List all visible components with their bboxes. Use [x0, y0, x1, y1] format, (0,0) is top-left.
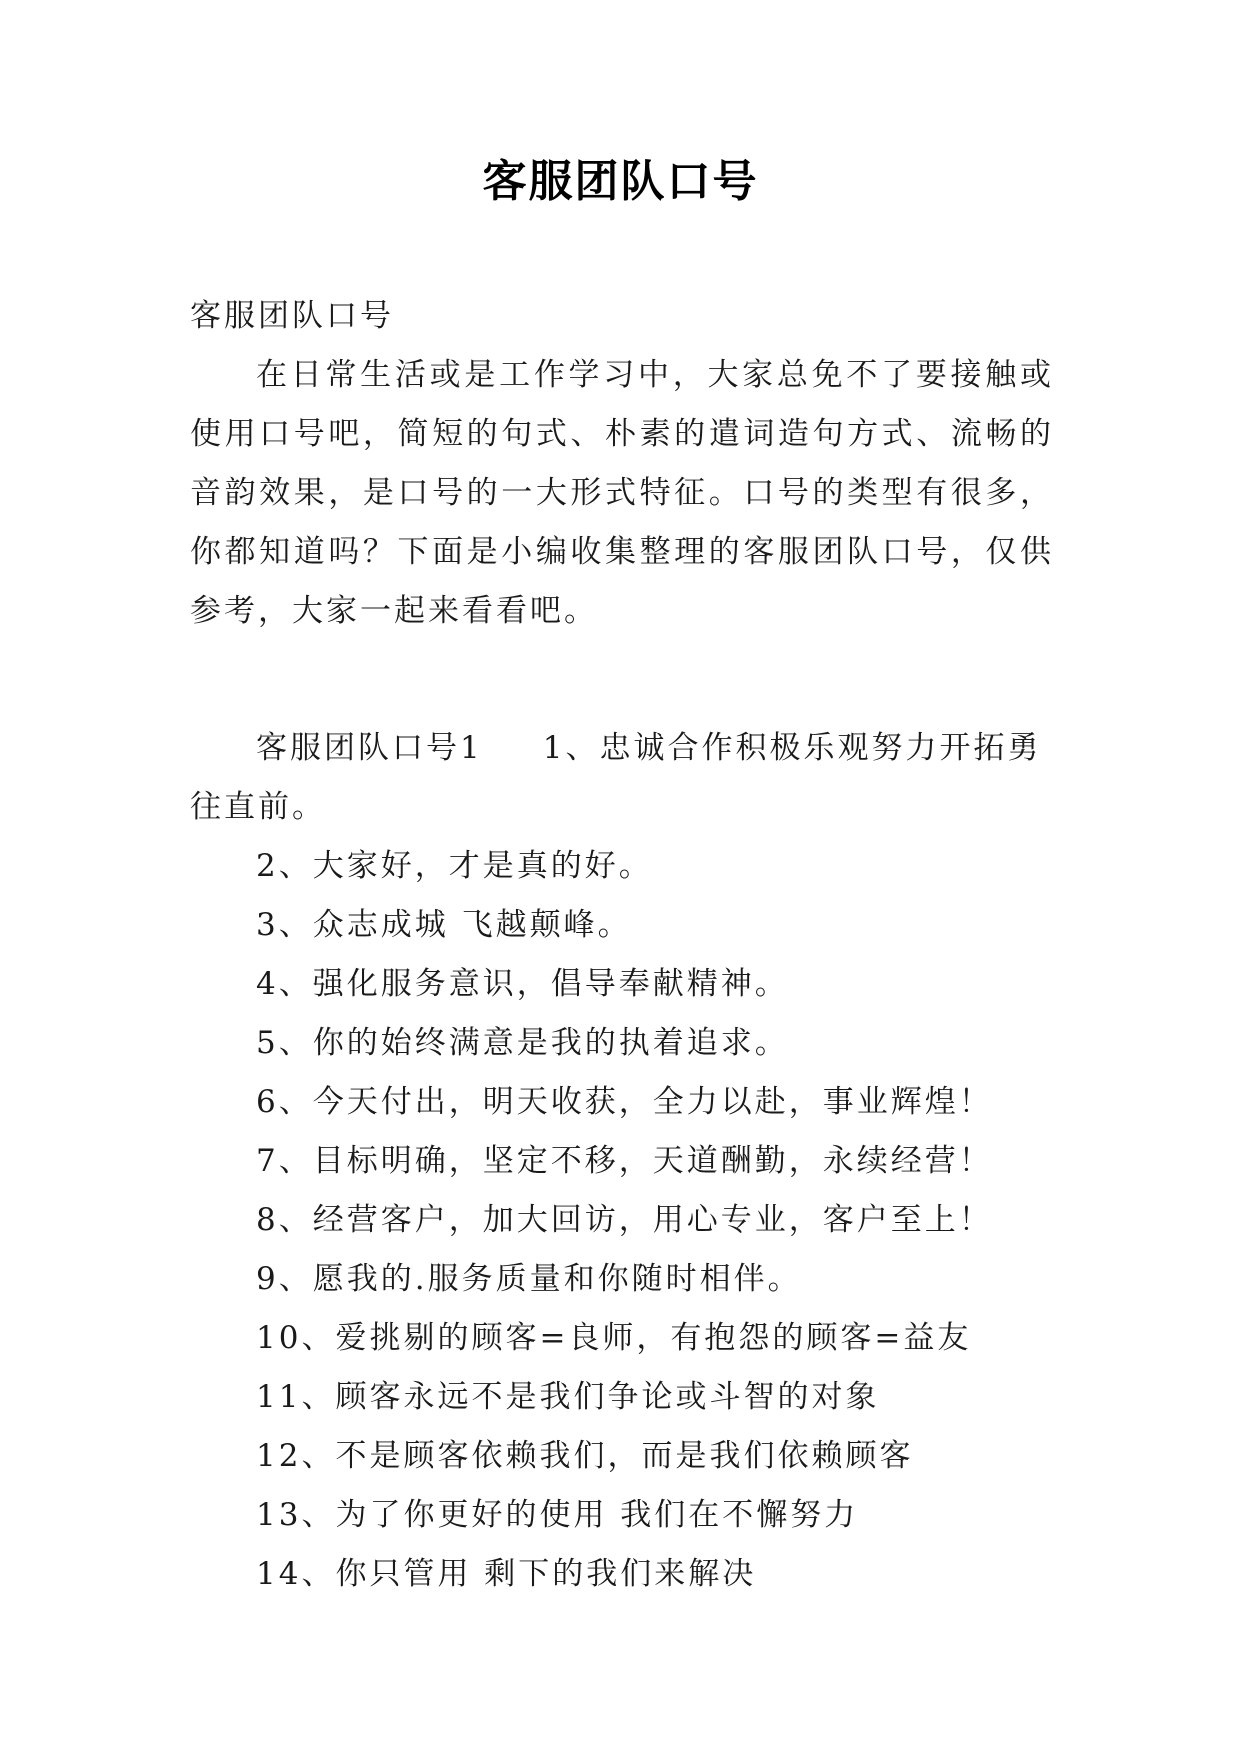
page-title: 客服团队口号 [482, 156, 759, 207]
slogan-item: 14、你只管用 剩下的我们来解决 [256, 1556, 757, 1592]
slogan-item: 13、为了你更好的使用 我们在不懈努力 [256, 1497, 859, 1533]
slogan-item-1: 1、忠诚合作积极乐观努力开拓勇往直前。 [190, 730, 1042, 825]
section-heading: 客服团队口号1 [256, 730, 483, 766]
slogan-item: 3、众志成城 飞越颠峰。 [256, 907, 632, 943]
paragraph-gap [190, 641, 1054, 719]
slogan-item: 9、愿我的.服务质量和你随时相伴。 [256, 1261, 802, 1297]
slogan-item: 7、目标明确，坚定不移，天道酬勤，永续经营！ [256, 1143, 993, 1179]
slogan-item: 6、今天付出，明天收获，全力以赴，事业辉煌！ [256, 1084, 993, 1120]
slogan-item: 10、爱挑剔的顾客=良师，有抱怨的顾客=益友 [256, 1320, 972, 1356]
slogan-item: 12、不是顾客依赖我们，而是我们依赖顾客 [256, 1438, 914, 1474]
slogan-list [190, 837, 1054, 1604]
slogan-item: 2、大家好，才是真的好。 [256, 848, 653, 884]
slogan-item: 8、经营客户，加大回访，用心专业，客户至上！ [256, 1202, 993, 1238]
slogan-item: 11、顾客永远不是我们争论或斗智的对象 [256, 1379, 880, 1415]
first-slogan-paragraph [190, 719, 1054, 837]
document-subtitle: 客服团队口号 [190, 298, 394, 334]
intro-paragraph: 在日常生活或是工作学习中，大家总免不了要接触或使用口号吧，简短的句式、朴素的遣词造句方式、流畅的音韵效果，是口号的一大形式特征。口号的类型有很多，你都知道吗？下面是小编收集整理的客服团队口号，仅供参考，大家一起来看看吧。 [190, 357, 1054, 629]
slogan-item: 5、你的始终满意是我的执着追求。 [256, 1025, 789, 1061]
slogan-item: 4、强化服务意识，倡导奉献精神。 [256, 966, 789, 1002]
document-body [190, 287, 1054, 1604]
